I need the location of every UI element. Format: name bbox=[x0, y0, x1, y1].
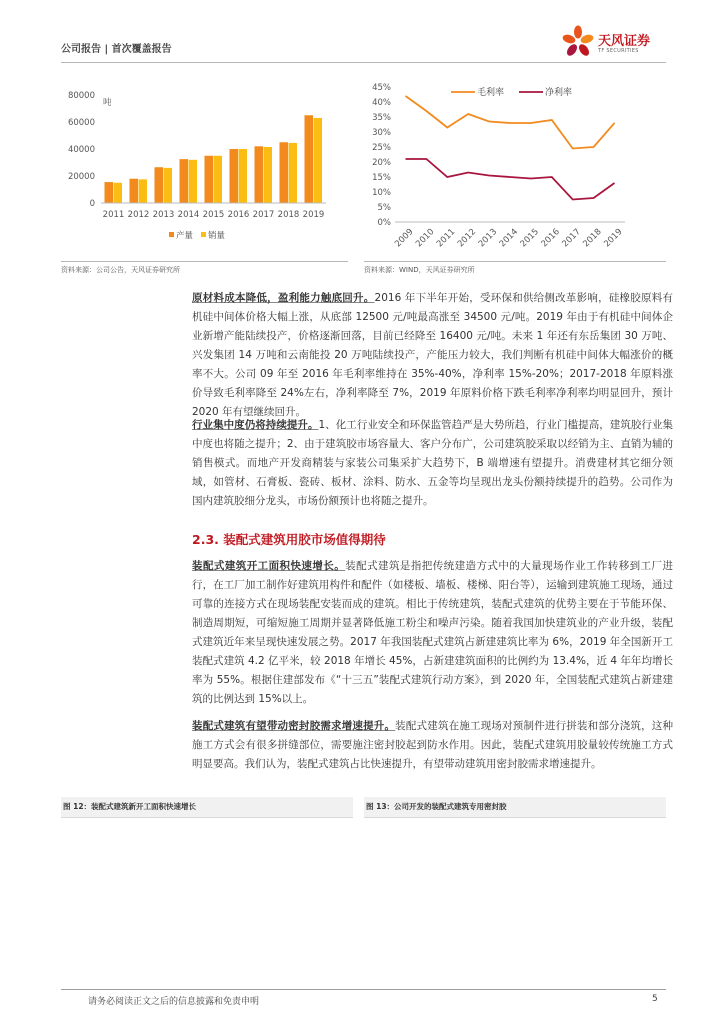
legend-label: 净利率 bbox=[545, 88, 573, 98]
paragraph-prefab-growth bbox=[192, 557, 673, 709]
bar-产量 bbox=[155, 167, 164, 203]
x-tick-label: 2017 bbox=[560, 227, 583, 250]
x-tick-label: 2018 bbox=[277, 210, 300, 220]
y-tick-label: 80000 bbox=[67, 91, 95, 101]
x-tick-label: 2012 bbox=[455, 227, 479, 250]
x-tick-label: 2013 bbox=[152, 210, 175, 220]
paragraph-cost-decline bbox=[192, 289, 673, 422]
source-note-left: 资料来源：公司公告，天风证券研究所 bbox=[61, 266, 180, 274]
bar-产量 bbox=[305, 115, 314, 203]
header-divider bbox=[61, 62, 666, 63]
y-tick-label: 10% bbox=[372, 188, 391, 198]
series-line-毛利率 bbox=[406, 96, 615, 149]
x-tick-label: 2019 bbox=[302, 210, 325, 220]
y-tick-label: 40000 bbox=[67, 145, 95, 155]
x-tick-label: 2015 bbox=[518, 227, 541, 250]
footer-divider bbox=[61, 989, 666, 990]
production-sales-bar-chart bbox=[61, 78, 343, 258]
paragraph-lead: 装配式建筑开工面积快速增长。 bbox=[192, 560, 346, 572]
bar-销量 bbox=[314, 118, 323, 203]
x-tick-label: 2014 bbox=[177, 210, 200, 220]
paragraph-body: 装配式建筑是指把传统建造方式中的大量现场作业工作转移到工厂进行，在工厂加工制作好建筑用构件和配件（如楼板、墙板、楼梯、阳台等），运输到建筑施工现场，通过可靠的连接方式在现场装配安装而成的建筑。相比于传统建筑，装配式建筑的优势主要在于节能环保、制造周期短，可缩短施工周期并显著降低施工粉尘和噪声污染。随着我国加快建筑业的产业升级，装配式建筑近年来呈现快速发展之势。2017 年我国装配式建筑占新建建筑比率为 6%，2019 年全国新开工装配式建筑 4.2 亿平米，较 2018 年增长 45%，占新建建筑面积的比例约为 13.4%，近 4 年年均增长率为 55%。根据住建部发布《“十三五”装配式建筑行动方案》，到 2020 年，全国装配式建筑占新建建筑的比例达到 15%以上。 bbox=[192, 560, 674, 705]
series-line-净利率 bbox=[406, 159, 615, 200]
x-tick-label: 2012 bbox=[127, 210, 150, 220]
x-tick-label: 2018 bbox=[581, 227, 604, 250]
figure-13-caption: 图 13：公司开发的装配式建筑专用密封胶 bbox=[366, 802, 507, 811]
x-tick-label: 2016 bbox=[227, 210, 250, 220]
section-title: 2.3. 装配式建筑用胶市场值得期待 bbox=[192, 532, 386, 547]
bar-产量 bbox=[105, 182, 114, 203]
y-tick-label: 40% bbox=[372, 98, 391, 108]
y-tick-label: 30% bbox=[372, 128, 391, 138]
x-tick-label: 2009 bbox=[393, 227, 416, 250]
paragraph-body: 1、化工行业安全和环保监管趋严是大势所趋，行业门槛提高，建筑胶行业集中度也将随之提升；2、由于建筑胶市场容量大、客户分布广，公司建筑胶采取以经销为主、直销为辅的销售模式。而地产开发商精装与家装公司集采扩大趋势下，B 端增速有望提升。消费建材其它细分领域，如管材、石膏板、瓷砖、板材、涂料、防水、五金等均呈现出龙头份额持续提升的趋势。公司作为国内建筑胶细分龙头，市场份额预计也将随之提升。 bbox=[192, 419, 673, 507]
paragraph-lead: 行业集中度仍将持续提升。 bbox=[192, 419, 319, 431]
footer-disclaimer: 请务必阅读正文之后的信息披露和免责申明 bbox=[88, 997, 260, 1007]
y-tick-label: 60000 bbox=[67, 118, 95, 128]
report-type-label: 公司报告 | 首次覆盖报告 bbox=[61, 44, 172, 55]
legend-label: 产量 bbox=[176, 231, 194, 241]
bar-销量 bbox=[114, 183, 123, 203]
x-tick-label: 2015 bbox=[202, 210, 225, 220]
paragraph-body: 2016 年下半年开始，受环保和供给侧改革影响，硅橡胶原料有机硅中间体价格大幅上涨，从底部 12500 元/吨最高涨至 34500 元/吨。2019 年由于有机硅中间体企业新增产能陆续投产，价格逐渐回落，目前已经降至 16400 元/吨。未来 1 年还有东岳集团 30 万吨、兴发集团 14 万吨和云南能投 20 万吨陆续投产，产能压力较大，我们判断有机硅中间体大幅涨价的概率不大。公司 09 年至 2016 年毛利率维持在 35%-40%，净利率 15%-20%；2017-2018 年原料涨价导致毛利率降至 24%左右，净利率降至 7%，2019 年原料价格下跌毛利率净利率均明显回升，预计 2020 年有望继续回升。 bbox=[192, 292, 674, 418]
bar-销量 bbox=[164, 168, 173, 203]
logo-flower-icon bbox=[562, 26, 595, 58]
brand-subtitle: TF SECURITIES bbox=[598, 48, 639, 54]
figure-12-caption: 图 12：装配式建筑新开工面积快速增长 bbox=[63, 802, 197, 811]
y-tick-label: 5% bbox=[377, 203, 391, 213]
x-tick-label: 2011 bbox=[434, 227, 458, 250]
paragraph-sealant-demand bbox=[192, 717, 673, 774]
bar-产量 bbox=[230, 149, 239, 203]
y-tick-label: 20000 bbox=[67, 172, 95, 182]
paragraph-lead: 装配式建筑有望带动密封胶需求增速提升。 bbox=[192, 720, 396, 732]
source-note-right: 资料来源：WIND，天风证券研究所 bbox=[364, 266, 475, 274]
y-tick-label: 20% bbox=[372, 158, 391, 168]
bar-销量 bbox=[289, 143, 298, 203]
bar-销量 bbox=[189, 160, 198, 203]
x-tick-label: 2014 bbox=[497, 227, 521, 250]
y-tick-label: 15% bbox=[372, 173, 391, 183]
y-tick-label: 45% bbox=[372, 83, 391, 93]
legend-label: 销量 bbox=[208, 231, 226, 241]
legend-swatch-产量 bbox=[169, 232, 174, 237]
legend-label: 毛利率 bbox=[477, 88, 505, 98]
paragraph-body: 装配式建筑在施工现场对预制件进行拼装和部分浇筑，这种施工方式会有很多拼缝部位，需要施注密封胶起到防水作用。因此，装配式建筑用胶量较传统施工方式明显要高。我们认为，装配式建筑占比快速提升，有望带动建筑用密封胶需求增速提升。 bbox=[192, 720, 674, 770]
y-tick-label: 25% bbox=[372, 143, 391, 153]
source-divider-right bbox=[364, 261, 666, 262]
paragraph-concentration bbox=[192, 416, 673, 511]
bar-销量 bbox=[264, 147, 273, 203]
x-tick-label: 2010 bbox=[414, 227, 437, 250]
brand-name: 天风证券 bbox=[598, 34, 651, 49]
bar-销量 bbox=[214, 156, 223, 203]
x-tick-label: 2019 bbox=[602, 227, 625, 250]
margin-line-chart bbox=[363, 78, 666, 258]
x-tick-label: 2011 bbox=[102, 210, 125, 220]
bar-产量 bbox=[255, 146, 264, 203]
bar-产量 bbox=[130, 179, 139, 203]
y-unit-label: 吨 bbox=[103, 98, 112, 108]
bar-销量 bbox=[139, 179, 148, 203]
bar-产量 bbox=[280, 142, 289, 203]
bar-产量 bbox=[205, 156, 214, 203]
bar-产量 bbox=[180, 159, 189, 203]
y-tick-label: 0 bbox=[89, 199, 95, 209]
x-tick-label: 2017 bbox=[252, 210, 275, 220]
page-number: 5 bbox=[652, 994, 658, 1004]
x-tick-label: 2013 bbox=[476, 227, 500, 250]
legend-swatch-销量 bbox=[201, 232, 206, 237]
bar-销量 bbox=[239, 149, 248, 203]
y-tick-label: 35% bbox=[372, 113, 391, 123]
x-tick-label: 2016 bbox=[539, 227, 562, 250]
paragraph-lead: 原材料成本降低，盈利能力触底回升。 bbox=[192, 292, 375, 304]
source-divider-left bbox=[61, 261, 348, 262]
y-tick-label: 0% bbox=[377, 218, 391, 228]
